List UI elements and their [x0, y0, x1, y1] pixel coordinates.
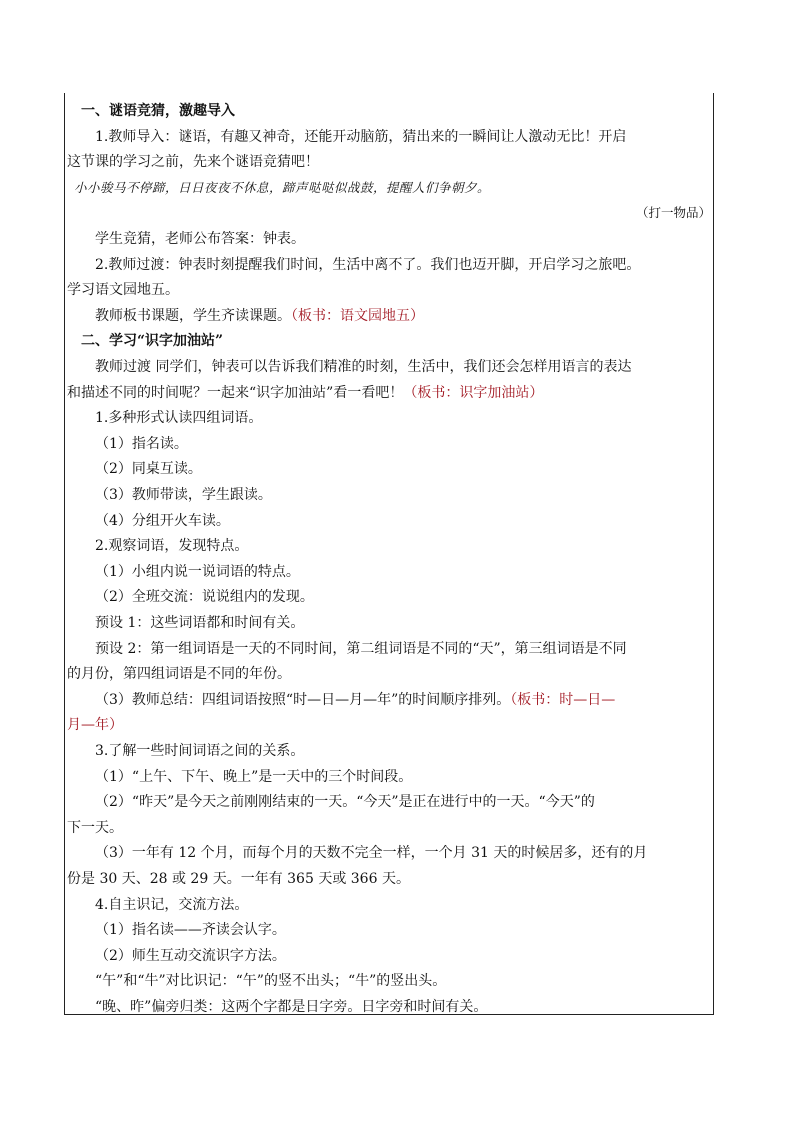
text-run: （3）一年有 12 个月，而每个月的天数不完全一样，一个月 31 天的时候居多，还有的月: [95, 845, 648, 862]
text-run: 学习语文园地五。: [67, 282, 179, 299]
text-line: [67, 584, 711, 610]
text-line: [67, 277, 711, 303]
board-note: （板书：识字加油站）: [403, 384, 544, 401]
text-line: [67, 98, 711, 124]
text-run: （打一物品）: [635, 205, 711, 221]
text-line: [67, 968, 711, 994]
text-run: （1）小组内说一说词语的特点。: [95, 563, 300, 580]
text-line: [67, 610, 711, 636]
text-line: [67, 482, 711, 508]
text-run: “午”和“牛”对比识记：“午”的竖不出头；“牛”的竖出头。: [95, 973, 447, 990]
text-run: （2）同桌互读。: [95, 461, 202, 478]
text-run: （3）教师带读，学生跟读。: [95, 487, 272, 503]
text-line: [67, 303, 711, 329]
text-line: [67, 917, 711, 943]
text-run: （1）“上午、下午、晚上”是一天中的三个时间段。: [95, 768, 413, 785]
text-run: “晚、昨”偏旁归类：这两个字都是日字旁。日字旁和时间有关。: [95, 999, 488, 1015]
board-note: （板书：时—日—: [510, 691, 616, 708]
text-line: [67, 200, 711, 226]
text-run: 下一天。: [67, 819, 123, 836]
text-run: 3.了解一些时间词语之间的关系。: [95, 743, 305, 759]
text-line: [67, 840, 711, 866]
text-run: 一、谜语竞猜，激趣导入: [81, 103, 235, 119]
text-line: [67, 764, 711, 790]
text-line: [67, 712, 711, 738]
text-line: [67, 559, 711, 585]
text-line: [67, 789, 711, 815]
text-run: 2.教师过渡：钟表时刻提醒我们时间，生活中离不了。我们也迈开脚，开启学习之旅吧。: [95, 256, 641, 273]
text-run: （3）教师总结：四组词语按照“时—日—月—年”的时间顺序排列。: [95, 691, 511, 708]
text-run: （2）全班交流：说说组内的发现。: [95, 589, 314, 606]
text-run: 1.教师导入：谜语，有趣又神奇，还能开动脑筋，猜出来的一瞬间让人激动无比！开启: [95, 128, 627, 145]
text-run: （1）指名读——齐读会认字。: [95, 922, 286, 939]
text-line: [67, 456, 711, 482]
text-run: （2）师生互动交流识字方法。: [95, 947, 286, 964]
text-line: [67, 354, 711, 380]
text-run: 和描述不同的时间呢？一起来“识字加油站”看一看吧！: [67, 384, 404, 401]
board-note: （板书：语文园地五）: [291, 307, 424, 324]
text-line: [67, 738, 711, 764]
text-line: [67, 687, 711, 713]
text-line: [67, 815, 711, 841]
text-run: 教师过渡 同学们，钟表可以告诉我们精准的时刻，生活中，我们还会怎样用语言的表达: [95, 359, 632, 375]
text-run: （4）分组开火车读。: [95, 512, 230, 529]
text-line: [67, 636, 711, 662]
text-run: 这节课的学习之前，先来个谜语竞猜吧！: [67, 154, 319, 171]
text-line: [67, 175, 711, 201]
board-note: 月—年）: [67, 717, 123, 734]
text-line: [67, 661, 711, 687]
text-line: [67, 124, 711, 150]
text-run: 1.多种形式认读四组词语。: [95, 410, 263, 427]
text-run: 教师板书课题，学生齐读课题。: [95, 307, 291, 324]
text-run: 4.自主识记，交流方法。: [95, 896, 249, 913]
text-run: 预设 2：第一组词语是一天的不同时间，第二组词语是不同的“天”，第三组词语是不同: [95, 640, 627, 657]
text-run: （1）指名读。: [95, 435, 188, 452]
text-line: [67, 380, 711, 406]
text-line: [67, 866, 711, 892]
text-line: [67, 508, 711, 534]
text-run: 2.观察词语，发现特点。: [95, 538, 249, 555]
text-run: 小小骏马不停蹄，日日夜夜不休息，蹄声哒哒似战鼓，提醒人们争朝夕。: [74, 179, 491, 195]
text-run: 二、学习“识字加油站”: [81, 333, 224, 350]
text-line: [67, 405, 711, 431]
text-line: [67, 994, 711, 1020]
text-line: [67, 252, 711, 278]
text-run: 份是 30 天、28 或 29 天。一年有 365 天或 366 天。: [67, 871, 410, 887]
text-line: [67, 892, 711, 918]
text-line: [67, 533, 711, 559]
text-line: [67, 431, 711, 457]
text-line: [67, 226, 711, 252]
text-run: （2）“昨天”是今天之前刚刚结束的一天。“今天”是正在进行中的一天。“今天”的: [95, 794, 595, 811]
text-run: 预设 1：这些词语都和时间有关。: [95, 615, 305, 631]
text-line: [67, 149, 711, 175]
text-run: 学生竞猜，老师公布答案：钟表。: [95, 231, 305, 247]
text-run: 的月份，第四组词语是不同的年份。: [67, 666, 291, 683]
text-line: [67, 943, 711, 969]
text-line: [67, 328, 711, 354]
